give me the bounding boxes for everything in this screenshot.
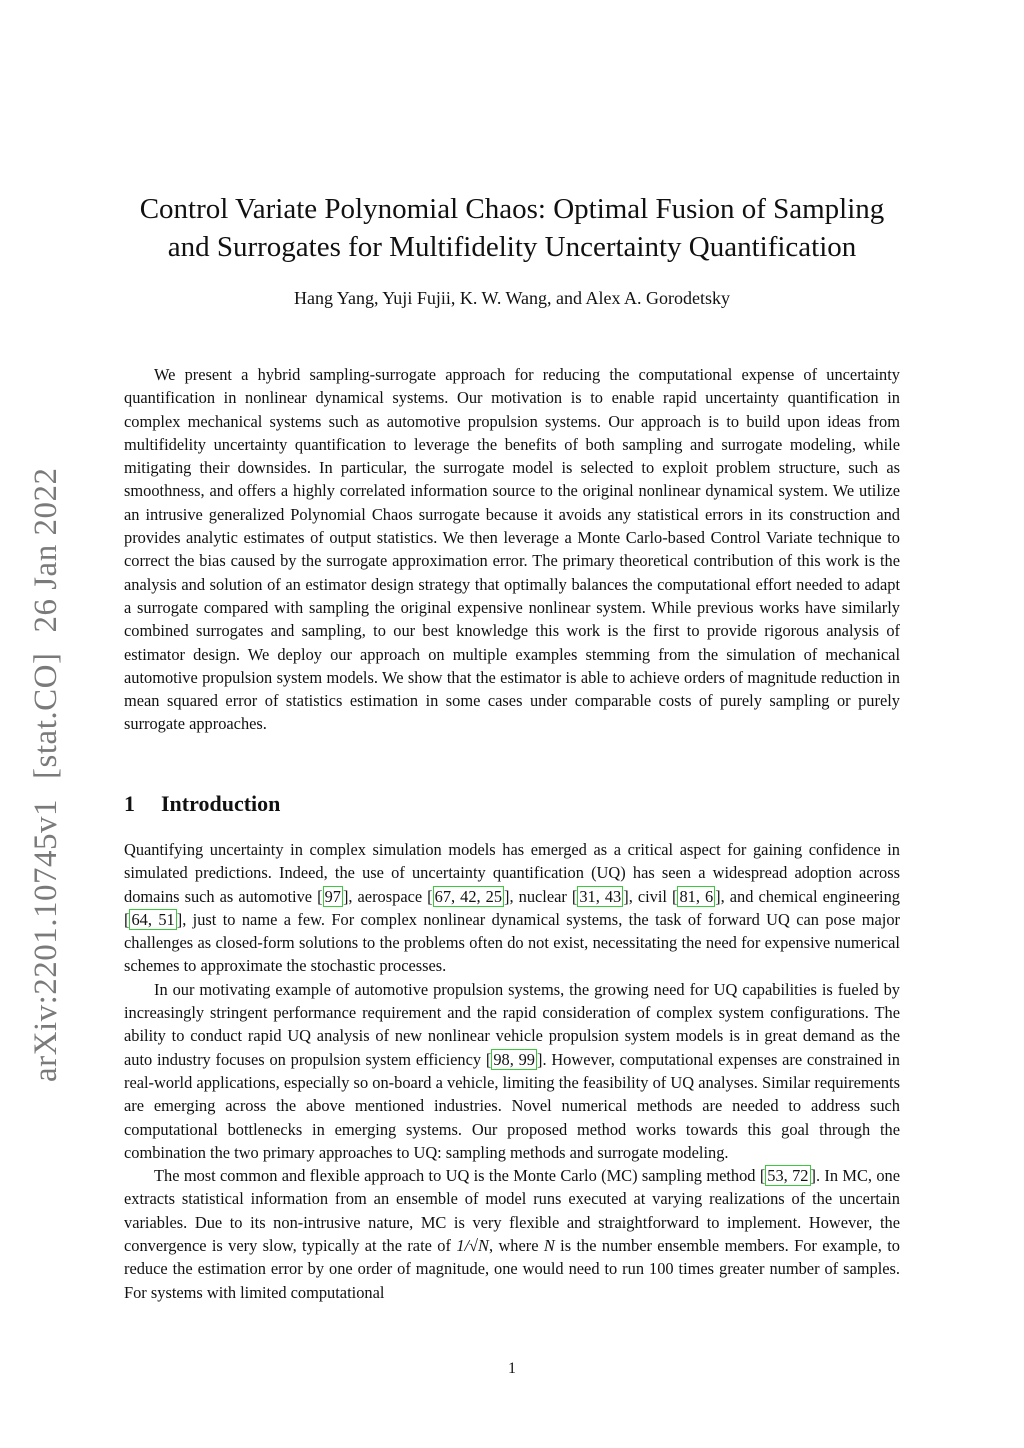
citation-link[interactable]: 81, 6 — [679, 886, 714, 906]
text-run: The most common and flexible approach to UQ is the Monte Carlo (MC) sampling method [ — [154, 1166, 766, 1186]
citation-link[interactable]: 97 — [324, 886, 341, 906]
text-run: ], aerospace [ — [342, 886, 433, 906]
arxiv-date: 26 Jan 2022 — [28, 467, 64, 633]
text-run: is the number ensemble members. For example, to reduce the estimation error by one order of magnitude, one would need to run 100 times greater number of samples. For systems with limited computational — [124, 1236, 900, 1302]
math-expression: N — [543, 1236, 555, 1256]
math-expression: 1/√N — [456, 1236, 489, 1256]
text-run: Quantifying uncertainty in complex simulation models has emerged as a critical aspect for gaining confidence in simulated predictions. Indeed, the use of uncertainty quantification (UQ) has seen a widespread adoption across domains such as automotive [ — [124, 840, 900, 906]
section-title: Introduction — [161, 791, 281, 816]
citation-link[interactable]: 98, 99 — [493, 1049, 535, 1069]
text-run: ], civil [ — [623, 886, 678, 906]
text-run: ], just to name a few. For complex nonlinear dynamical systems, the task of forward UQ can pose major challenges as closed-form solutions to the problems often do not exist, necessitating the need for expensive numerical schemes to approximate the stochastic processes. — [124, 909, 900, 976]
arxiv-identifier — [28, 448, 65, 1082]
citation-link[interactable]: 67, 42, 25 — [434, 886, 503, 906]
section-heading — [124, 791, 280, 817]
title-line-2: and Surrogates for Multifidelity Uncertainty Quantification — [167, 231, 857, 263]
arxiv-category: [stat.CO] — [28, 652, 64, 779]
section-number: 1 — [124, 791, 135, 816]
paragraph-3 — [124, 1164, 900, 1304]
page-number: 1 — [508, 1360, 516, 1377]
arxiv-id: arXiv:2201.10745v1 — [28, 798, 64, 1082]
citation-link[interactable]: 64, 51 — [131, 909, 175, 929]
paper-title — [100, 190, 924, 266]
introduction-body — [124, 838, 900, 1304]
abstract: We present a hybrid sampling-surrogate approach for reducing the computational expense of uncertainty quantification in nonlinear dynamical systems. Our motivation is to enable rapid uncertainty quantification in complex mechanical systems such as automotive propulsion systems. Our approach is to build upon ideas from multifidelity uncertainty quantification to leverage the benefits of both sampling and surrogate modeling, while mitigating their downsides. In particular, the surrogate model is selected to exploit problem structure, such as smoothness, and offers a highly correlated information source to the original nonlinear dynamical system. We utilize an intrusive generalized Polynomial Chaos surrogate because it avoids any statistical errors in its construction and provides analytic estimates of output statistics. We then leverage a Monte Carlo-based Control Variate technique to correct the bias caused by the surrogate approximation error. The primary theoretical contribution of this work is the analysis and solution of an estimator design strategy that optimally balances the computational effort needed to adapt a surrogate compared with sampling the original expensive nonlinear system. While previous works have similarly combined surrogates and sampling, to our best knowledge this work is the first to provide rigorous analysis of estimator design. We deploy our approach on multiple examples stemming from the simulation of mechanical automotive propulsion system models. We show that the estimator is able to achieve orders of magnitude reduction in mean squared error of statistics estimation in some cases under comparable costs of purely sampling or purely surrogate approaches. — [124, 365, 900, 734]
text-run: ]. However, computational expenses are constrained in real-world applications, especially so on-board a vehicle, limiting the feasibility of UQ analyses. Similar requirements are emerging across the above mentioned industries. Novel numerical methods are needed to address such computational bottlenecks in emerging systems. Our proposed method works towards this goal through the combination the two primary approaches to UQ: sampling methods and surrogate modeling. — [124, 1049, 900, 1162]
text-run: In our motivating example of automotive propulsion systems, the growing need for UQ capabilities is fueled by increasingly stringent performance requirement and the rapid consideration of complex system configurations. The ability to conduct rapid UQ analysis of new nonlinear vehicle propulsion system models is in great demand as the auto industry focuses on propulsion system efficiency [ — [124, 979, 900, 1069]
title-line-1: Control Variate Polynomial Chaos: Optimal Fusion of Sampling — [139, 193, 885, 225]
text-run: ], and chemical engineering [ — [124, 886, 900, 929]
paper-authors: Hang Yang, Yuji Fujii, K. W. Wang, and Alex A. Gorodetsky — [293, 288, 731, 308]
text-run: , where — [489, 1236, 544, 1256]
paragraph-1 — [124, 838, 900, 978]
text-run: ], nuclear [ — [504, 886, 578, 906]
text-run: ]. In MC, one extracts statistical information from an ensemble of model runs executed at varying realizations of the uncertain variables. Due to its non-intrusive nature, MC is very flexible and straightforward to implement. However, the convergence is very slow, typically at the rate of — [124, 1166, 900, 1256]
citation-link[interactable]: 31, 43 — [579, 886, 622, 906]
citation-link[interactable]: 53, 72 — [767, 1166, 809, 1186]
paragraph-2 — [124, 978, 900, 1164]
